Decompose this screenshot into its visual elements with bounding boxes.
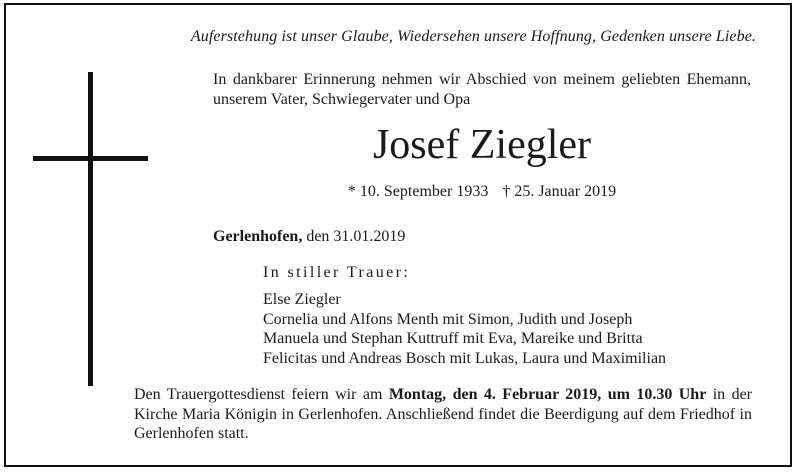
life-dates	[213, 183, 751, 201]
family-member: Cornelia und Alfons Menth mit Simon, Judith und Joseph	[263, 310, 633, 328]
birth-date: * 10. September 1933	[347, 183, 489, 200]
service-text-after: in der Kirche Maria Königin in Gerlenhofen. Anschließend findet die Beerdigung auf dem Friedhof in Gerlenhofen statt.	[134, 386, 753, 442]
cross-vertical-bar	[88, 72, 93, 386]
deceased-name: Josef Ziegler	[372, 122, 592, 168]
service-text-before: Den Trauergottesdienst feiern wir am	[134, 386, 389, 403]
place-date-line	[213, 228, 405, 246]
motto-text: Auferstehung ist unser Glaube, Wiedersehen unsere Hoffnung, Gedenken unsere Liebe.	[190, 28, 756, 45]
family-member: Else Ziegler	[263, 291, 341, 308]
death-date: † 25. Januar 2019	[502, 183, 617, 200]
cross-horizontal-bar	[33, 156, 148, 161]
intro-text: In dankbarer Erinnerung nehmen wir Abschied von meinem geliebten Ehemann, unserem Vater, Schwiegervater und Opa	[213, 71, 751, 108]
family-list	[263, 290, 666, 368]
place-date: den 31.01.2019	[302, 228, 406, 245]
family-member: Felicitas und Andreas Bosch mit Lukas, Laura und Maximilian	[263, 349, 667, 367]
service-info	[134, 385, 752, 444]
family-member: Manuela und Stephan Kuttruff mit Eva, Mareike und Britta	[263, 330, 643, 347]
mourning-label: In stiller Trauer:	[263, 264, 411, 281]
service-date-time: Montag, den 4. Februar 2019, um 10.30 Uhr	[388, 386, 707, 403]
place-name: Gerlenhofen,	[213, 228, 303, 245]
